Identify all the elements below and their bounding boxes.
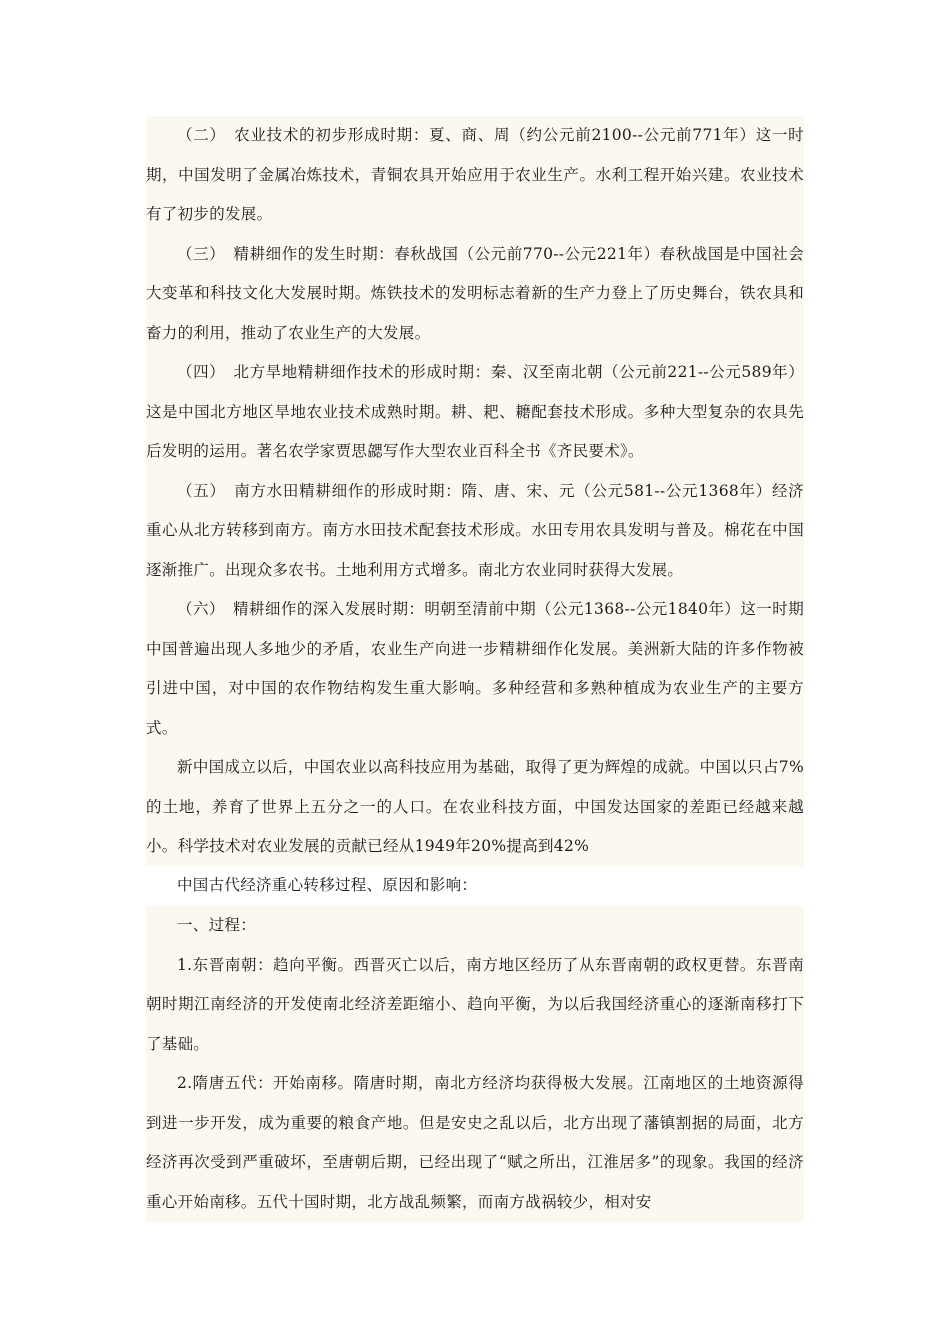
paragraph-eastern-jin: 1.东晋南朝：趋向平衡。西晋灭亡以后，南方地区经历了从东晋南朝的政权更替。东晋南朝时期江南经济的开发使南北经济差距缩小、趋向平衡，为以后我国经济重心的逐渐南移打下了基础。 bbox=[146, 955, 804, 1053]
paragraph-period-2: （二） 农业技术的初步形成时期：夏、商、周（约公元前2100--公元前771年）这一时期，中国发明了金属冶炼技术，青铜农具开始应用于农业生产。水利工程开始兴建。农业技术有了初步的发展。 bbox=[146, 126, 804, 223]
paragraph-sui-tang: 2.隋唐五代：开始南移。隋唐时期，南北方经济均获得极大发展。江南地区的土地资源得到进一步开发，成为重要的粮食产地。但是安史之乱以后，北方出现了藩镇割据的局面，北方经济再次受到严重破坏，至唐朝后期，已经出现了“赋之所出，江淮居多”的现象。我国的经济重心开始南移。五代十国时期，北方战乱频繁，而南方战祸较少，相对安 bbox=[146, 1074, 804, 1211]
economic-center-section bbox=[146, 906, 804, 1222]
section-heading: 中国古代经济重心转移过程、原因和影响： bbox=[177, 876, 478, 894]
paragraph-process-title: 一、过程： bbox=[177, 916, 257, 934]
agriculture-periods-section bbox=[146, 116, 804, 867]
paragraph-new-china: 新中国成立以后，中国农业以高科技应用为基础，取得了更为辉煌的成就。中国以只占7%的土地，养育了世界上五分之一的人口。在农业科技方面，中国发达国家的差距已经越来越小。科学技术对农业发展的贡献已经从1949年20%提高到42% bbox=[146, 758, 804, 855]
paragraph-period-6: （六） 精耕细作的深入发展时期：明朝至清前中期（公元1368--公元1840年）这一时期中国普遍出现人多地少的矛盾，农业生产向进一步精耕细作化发展。美洲新大陆的许多作物被引进中国，对中国的农作物结构发生重大影响。多种经营和多熟种植成为农业生产的主要方式。 bbox=[146, 600, 804, 737]
heading-block bbox=[146, 866, 804, 906]
paragraph-period-3: （三） 精耕细作的发生时期：春秋战国（公元前770--公元221年）春秋战国是中国社会大变革和科技文化大发展时期。炼铁技术的发明标志着新的生产力登上了历史舞台，铁农具和畜力的利用，推动了农业生产的大发展。 bbox=[146, 244, 804, 342]
paragraph-period-5: （五） 南方水田精耕细作的形成时期：隋、唐、宋、元（公元581--公元1368年）经济重心从北方转移到南方。南方水田技术配套技术形成。水田专用农具发明与普及。棉花在中国逐渐推广。出现众多农书。土地利用方式增多。南北方农业同时获得大发展。 bbox=[146, 481, 804, 579]
paragraph-period-4: （四） 北方旱地精耕细作技术的形成时期：秦、汉至南北朝（公元前221--公元589年）这是中国北方地区旱地农业技术成熟时期。耕、耙、耱配套技术形成。多种大型复杂的农具先后发明的运用。著名农学家贾思勰写作大型农业百科全书《齐民要术》。 bbox=[146, 363, 804, 460]
